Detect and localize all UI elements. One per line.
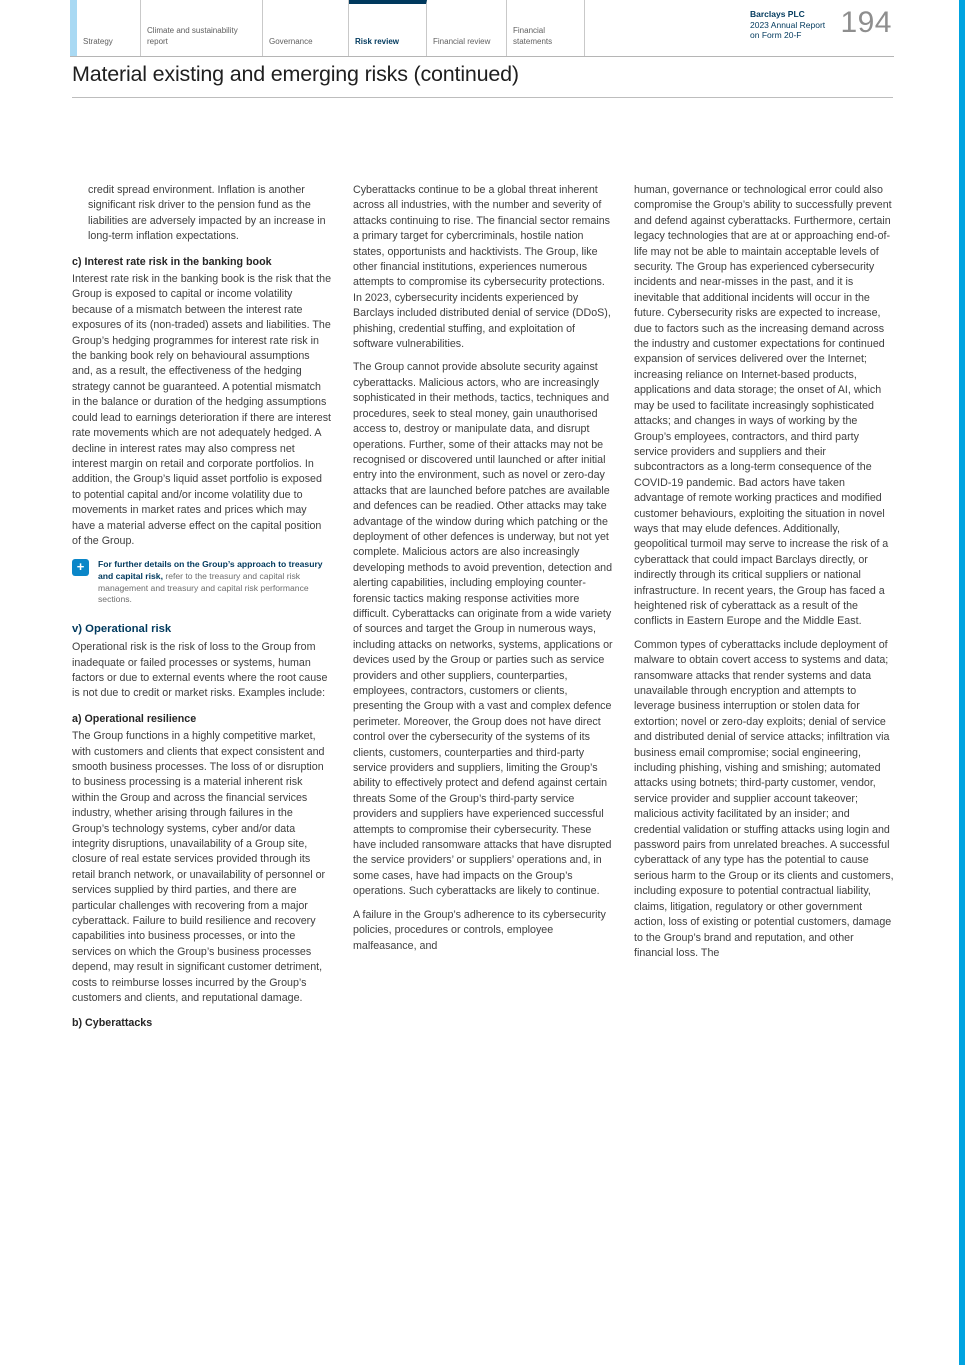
brand-company: Barclays PLC: [750, 9, 805, 19]
paragraph-cyberattacks-1: Cyberattacks continue to be a global threat inherent across all industries, with the number and severity of attacks continuing to rise. The financial sector remains a primary target for cybercriminals, hostile nation states, opportunists and hacktivists. The Group, like other financial institutions, experiences numerous attempts to compromise its cybersecurity protections. In 2023, cybersecurity incidents experienced by Barclays included distributed denial of service (DDoS), phishing, credential stuffing, and exploitation of software vulnerabilities.: [353, 184, 611, 351]
tab-risk-review[interactable]: [349, 0, 427, 56]
paragraph-cyberattacks-2: The Group cannot provide absolute security against cyberattacks. Malicious actors, who are increasingly sophisticated in their methods, tactics, techniques and procedures, seek to steal money, gain unauthorised access to, destroy or manipulate data, and disrupt operations. Further, some of their attacks may not be recognised or discovered until launched or after initial entry into the environment, such as novel or zero-day attacks that are launched before patches are available and defences can be readied. Other attacks may take advantage of the window during which patching or the deployment of other defences is underway, but not yet complete. Malicious actors are also increasingly developing methods to avoid prevention, detection and alerting capabilities, including employing counter-forensic tactics making response activities more difficult. Cyberattacks can originate from a wide variety of sources and target the Group in numerous ways, including attacks on networks, systems, applications or devices used by the Group or parties such as service providers and other suppliers, counterparties, employees, contractors, customers or clients, presenting the Group with a vast and complex defence perimeter. Moreover, the Group does not have direct control over the cybersecurity of the systems of its clients, customers, counterparties and third-party service providers and suppliers, limiting the Group’s ability to effectively protect and defend against certain threats Some of the Group’s third-party service providers and suppliers have experienced successful attempts to compromise their cybersecurity. These have included ransomware attacks that have disrupted the service providers’ or suppliers’ operations and, in some cases, have had impacts on the Group’s operations. Such cyberattacks are likely to continue.: [353, 361, 613, 898]
tab-financial-review[interactable]: [427, 0, 507, 56]
callout-lead: For further details on the Group’s approach to treasury and capital risk,: [98, 559, 323, 581]
paragraph-continuation: credit spread environment. Inflation is another significant risk driver to the pension fund as the liabilities are adversely impacted by an increase in long-term inflation expectations.: [88, 184, 326, 243]
tab-label: Climate and sustainability report: [147, 26, 238, 46]
section-tabs: [77, 0, 585, 56]
tab-governance[interactable]: [263, 0, 349, 56]
title-rule: [72, 97, 893, 98]
subheading-operational-resilience: a) Operational resilience: [72, 712, 197, 725]
subheading-cyberattacks: b) Cyberattacks: [72, 1017, 153, 1030]
brand-form: on Form 20-F: [750, 30, 802, 40]
tab-label: Governance: [269, 36, 313, 46]
tab-label: Financial statements: [513, 26, 553, 46]
paragraph-operational-risk: Operational risk is the risk of loss to the Group from inadequate or failed processes or systems, human factors or due to external events where the root cause is not due to credit or market risks. Examples include:: [72, 641, 328, 700]
tab-label: Financial review: [433, 36, 491, 46]
plus-icon[interactable]: +: [72, 559, 89, 576]
report-brand: [750, 9, 825, 41]
paragraph-cyberattacks-5: Common types of cyberattacks include deployment of malware to obtain covert access to systems and data; ransomware attacks that render systems and data unavailable through encryption and attempts to leverage business interruption or stolen data for extortion; novel or zero-day exploits; denial of service and distributed denial of service attacks; infiltration via business email compromise; social engineering, including phishing, vishing and smishing; automated attacks using botnets; third-party customer, vendor, service provider and supplier account takeover; malicious activity facilitated by an insider; and credential validation or stuffing attacks using login and password pairs from unrelated breaches. A successful cyberattack of any type has the potential to cause serious harm to the Group or its clients and customers, including exposure to potential contractual liability, claims, litigation, regulatory or other government action, loss of existing or potential customers, damage to the Group’s brand and reputation, and other financial loss. The: [634, 638, 894, 959]
tab-label: Strategy: [83, 36, 113, 46]
page-title: Material existing and emerging risks (continued): [72, 62, 519, 86]
column-3: [634, 183, 894, 1333]
page-number: 194: [840, 6, 892, 39]
header-nav: [70, 0, 894, 57]
column-2: [353, 183, 613, 1333]
callout-text: [98, 559, 332, 605]
paragraph-interest-rate-risk: Interest rate risk in the banking book is the risk that the Group is exposed to capital or income volatility because of a mismatch between the interest rate exposures of its (non-traded) assets and liabilities. The Group’s hedging programmes for interest rate risk in the banking book rely on behavioural assumptions and, as a result, the effectiveness of the hedging strategy cannot be guaranteed. A potential mismatch in the balance or duration of the hedging assumptions could lead to earnings deterioration if there are interest rate movements which are not adequately hedged. A decline in interest rates may also compress net interest margin on retail and corporate portfolios. In addition, the Group’s liquid asset portfolio is exposed to potential capital and/or income volatility due to movements in market rates and prices which may have a material adverse effect on the capital position of the Group.: [72, 273, 332, 547]
brand-report-name: 2023 Annual Report: [750, 19, 826, 30]
tab-strategy[interactable]: [77, 0, 141, 56]
paragraph-cyberattacks-4: human, governance or technological error could also compromise the Group’s ability to successfully prevent and defend against cyberattacks. Furthermore, certain legacy technologies that are at or approaching end-of-life may not be able to maintain acceptable levels of security. The Group has experienced cybersecurity incidents and near-misses in the past, and it is inevitable that additional incidents will occur in the future. Cybersecurity risks are expected to increase, due to factors such as the increasing demand across the industry and customer expectations for continued expansion of services delivered over the Internet; increasing reliance on Internet-based products, applications and data storage; the onset of AI, which may be used to facilitate increasingly sophisticated attacks; and changes in ways of working by the Group’s employees, contractors, and third party service providers and suppliers and their subcontractors as a long-term consequence of the COVID-19 pandemic. Bad actors have taken advantage of remote working practices and modified customer behaviours, exploiting the situation in novel ways that may elude defences. Additionally, geopolitical turmoil may serve to increase the risk of a cyberattack that could impact Barclays directly, or indirectly through its critical suppliers or national infrastructure. In recent years, the Group has faced a heightened risk of cyberattack as a result of the conflicts in Eastern Europe and the Middle East.: [634, 184, 892, 628]
tab-climate-and-sustainability-report[interactable]: [141, 0, 263, 56]
body-columns: [72, 183, 894, 1333]
subheading-interest-rate-risk: c) Interest rate risk in the banking book: [72, 255, 272, 268]
column-1: [72, 183, 332, 1333]
paragraph-cyberattacks-3: A failure in the Group’s adherence to its cybersecurity policies, procedures or controls, employee malfeasance, and: [353, 908, 606, 952]
callout-rest: refer to the treasury and capital risk management and treasury and capital risk performance sections.: [98, 570, 309, 605]
subheading-operational-risk: v) Operational risk: [72, 622, 172, 635]
tab-label: Risk review: [355, 36, 400, 46]
further-details-callout: [72, 559, 332, 605]
tab-financial-statements[interactable]: [507, 0, 585, 56]
page-edge-accent-bar: [959, 0, 965, 1365]
section-color-strip: [70, 0, 77, 56]
paragraph-operational-resilience: The Group functions in a highly competitive market, with customers and clients that expect consistent and smooth business processes. The loss of or disruption to business processing is a material inherent risk within the Group and across the financial services industry, whether arising through failures in the Group’s technology systems, cyber and/or data integrity disruptions, unavailability of a Group site, closure of real estate services provided through its retail branch network, or unavailability of personnel or services supplied by third parties, and there are particular challenges with recovering from a major cyberattack. Failure to build resilience and recovery capabilities into business processes, or into the services on which the Group’s business processes depend, may result in significant customer detriment, costs to reimburse losses incurred by the Group’s customers and clients, and reputational damage.: [72, 730, 326, 1005]
